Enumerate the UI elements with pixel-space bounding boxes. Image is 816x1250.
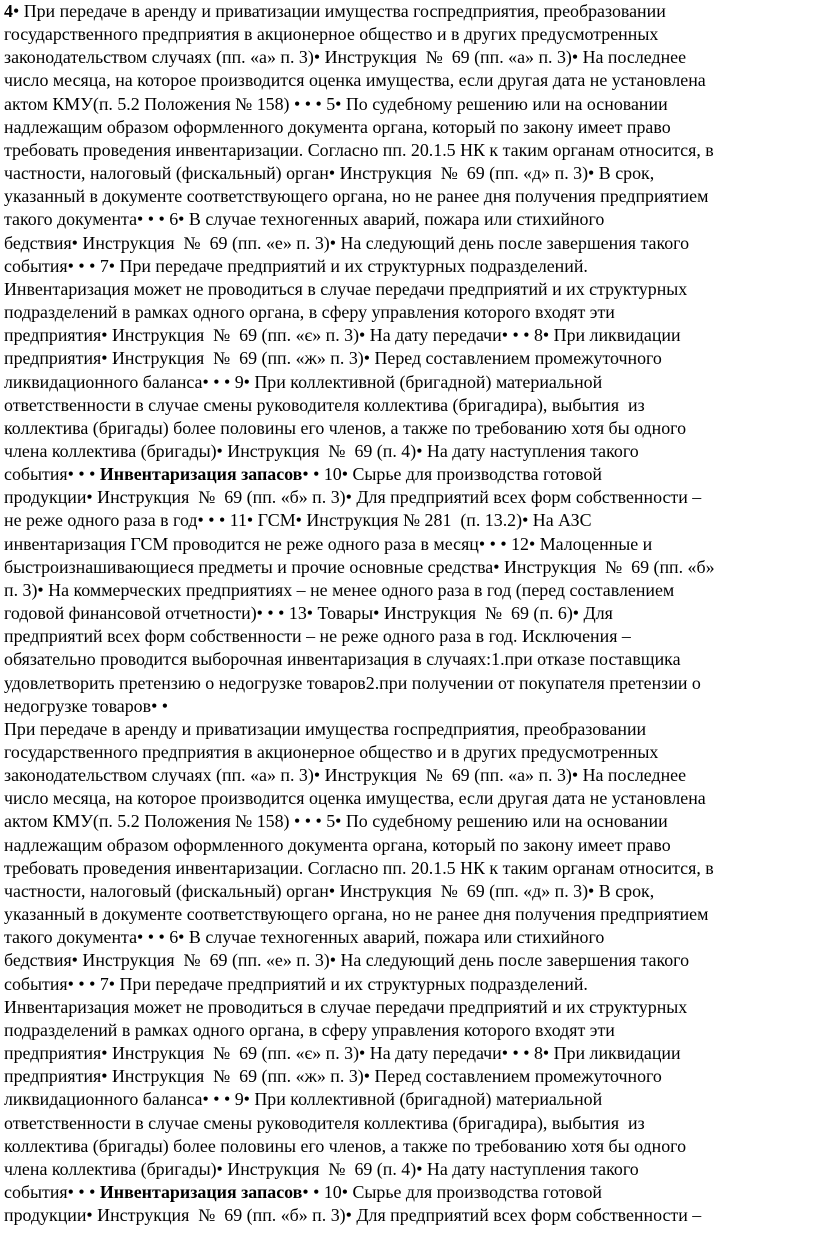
text-line: такого документа• • • 6• В случае техногенных аварий, пожара или стихийного xyxy=(4,209,605,230)
text-line: предприятия• Инструкция № 69 (пп. «ж» п. 3)• Перед составлением промежуточного xyxy=(4,348,662,369)
document-page xyxy=(4,0,810,1250)
text-line: надлежащим образом оформленного документа органа, который по закону имеет право xyxy=(4,116,671,137)
text-line: государственного предприятия в акционерное общество и в других предусмотренных xyxy=(4,742,659,762)
text-line: такого документа• • • 6• В случае техногенных аварий, пожара или стихийного xyxy=(4,927,605,948)
text-line: коллектива (бригады) более половины его членов, а также по требованию хотя бы одного xyxy=(4,1135,687,1156)
text-line: недогрузке товаров• • xyxy=(4,695,169,716)
text-line: события• • • Инвентаризация запасов• • 10• Сырье для производства готовой xyxy=(4,1181,602,1202)
text-line: п. 3)• На коммерческих предприятиях – не менее одного раза в год (перед составлением xyxy=(4,579,675,600)
text-line: ответственности в случае смены руководителя коллектива (бригадира), выбытия из xyxy=(4,1112,645,1133)
text-line: требовать проведения инвентаризации. Согласно пп. 20.1.5 НК к таким органам относится, в xyxy=(4,139,714,160)
text-line: актом КМУ(п. 5.2 Положения № 158) • • • 5• По судебному решению или на основании xyxy=(4,93,668,114)
text-line: бедствия• Инструкция № 69 (пп. «е» п. 3)• На следующий день после завершения такого xyxy=(4,950,690,971)
text-line: продукции• Инструкция № 69 (пп. «б» п. 3)• Для предприятий всех форм собственности – xyxy=(4,487,702,508)
text-line: Инвентаризация может не проводиться в случае передачи предприятий и их структурных xyxy=(4,996,688,1017)
text-line: коллектива (бригады) более половины его членов, а также по требованию хотя бы одного xyxy=(4,417,687,438)
text-line: бедствия• Инструкция № 69 (пп. «е» п. 3)• На следующий день после завершения такого xyxy=(4,232,690,253)
text-line: события• • • 7• При передаче предприятий и их структурных подразделений. xyxy=(4,973,588,994)
text-line: события• • • 7• При передаче предприятий и их структурных подразделений. xyxy=(4,255,588,276)
text-line: ответственности в случае смены руководителя коллектива (бригадира), выбытия из xyxy=(4,394,645,415)
text-line xyxy=(4,1227,810,1250)
text-line: обязательно проводится выборочная инвентаризация в случаях:1.при отказе поставщика xyxy=(4,649,681,670)
text-line: государственного предприятия в акционерное общество и в других предусмотренных xyxy=(4,24,659,45)
text-line: ликвидационного баланса• • • 9• При коллективной (бригадной) материальной xyxy=(4,371,603,392)
text-line: число месяца, на которое производится оценка имущества, если другая дата не установлена xyxy=(4,788,706,809)
text-line: предприятия• Инструкция № 69 (пп. «є» п. 3)• На дату передачи• • • 8• При ликвидации xyxy=(4,1043,681,1064)
text-line: быстроизнашивающиеся предметы и прочие основные средства• Инструкция № 69 (пп. «б» xyxy=(4,556,715,577)
text-line: инвентаризация ГСМ проводится не реже одного раза в месяц• • • 12• Малоценные и xyxy=(4,533,653,554)
text-line: подразделений в рамках одного органа, в сферу управления которого входят эти xyxy=(4,302,615,323)
text-line: не реже одного раза в год• • • 11• ГСМ• Инструкция № 281 (п. 13.2)• На АЗС xyxy=(4,510,592,531)
text-line: годовой финансовой отчетности)• • • 13• Товары• Инструкция № 69 (п. 6)• Для xyxy=(4,603,613,624)
text-line: члена коллектива (бригады)• Инструкция № 69 (п. 4)• На дату наступления такого xyxy=(4,440,639,461)
text-line: требовать проведения инвентаризации. Согласно пп. 20.1.5 НК к таким органам относится, в xyxy=(4,857,714,878)
text-line: ликвидационного баланса• • • 9• При коллективной (бригадной) материальной xyxy=(4,1089,603,1110)
text-line: актом КМУ(п. 5.2 Положения № 158) • • • 5• По судебному решению или на основании xyxy=(4,811,668,832)
text-line: При передаче в аренду и приватизации имущества госпредприятия, преобразовании xyxy=(4,718,647,739)
text-line: законодательством случаях (пп. «а» п. 3)• Инструкция № 69 (пп. «а» п. 3)• На последнее xyxy=(4,765,687,786)
text-line: подразделений в рамках одного органа, в сферу управления которого входят эти xyxy=(4,1019,615,1040)
text-line: 4• При передаче в аренду и приватизации имущества госпредприятия, преобразовании xyxy=(4,1,666,21)
text-line: частности, налоговый (фискальный) орган• Инструкция № 69 (пп. «д» п. 3)• В срок, xyxy=(4,880,655,901)
text-line: предприятия• Инструкция № 69 (пп. «є» п. 3)• На дату передачи• • • 8• При ликвидации xyxy=(4,325,681,346)
text-line: число месяца, на которое производится оценка имущества, если другая дата не установлена xyxy=(4,70,706,91)
text-line: события• • • Инвентаризация запасов• • 10• Сырье для производства готовой xyxy=(4,464,602,485)
text-line: указанный в документе соответствующего органа, но не ранее дня получения предприятием xyxy=(4,186,709,207)
text-line: указанный в документе соответствующего органа, но не ранее дня получения предприятием xyxy=(4,904,709,925)
text-line: частности, налоговый (фискальный) орган• Инструкция № 69 (пп. «д» п. 3)• В срок, xyxy=(4,163,655,184)
text-line: члена коллектива (бригады)• Инструкция № 69 (п. 4)• На дату наступления такого xyxy=(4,1158,639,1179)
text-line: надлежащим образом оформленного документа органа, который по закону имеет право xyxy=(4,834,671,855)
text-line: законодательством случаях (пп. «а» п. 3)• Инструкция № 69 (пп. «а» п. 3)• На последнее xyxy=(4,47,687,68)
text-line: удовлетворить претензию о недогрузке товаров2.при получении от покупателя претензии о xyxy=(4,672,701,693)
text-line: продукции• Инструкция № 69 (пп. «б» п. 3)• Для предприятий всех форм собственности – xyxy=(4,1205,702,1226)
text-line: предприятий всех форм собственности – не реже одного раза в год. Исключения – xyxy=(4,626,631,647)
text-line: предприятия• Инструкция № 69 (пп. «ж» п. 3)• Перед составлением промежуточного xyxy=(4,1066,662,1087)
text-line: Инвентаризация может не проводиться в случае передачи предприятий и их структурных xyxy=(4,278,688,299)
